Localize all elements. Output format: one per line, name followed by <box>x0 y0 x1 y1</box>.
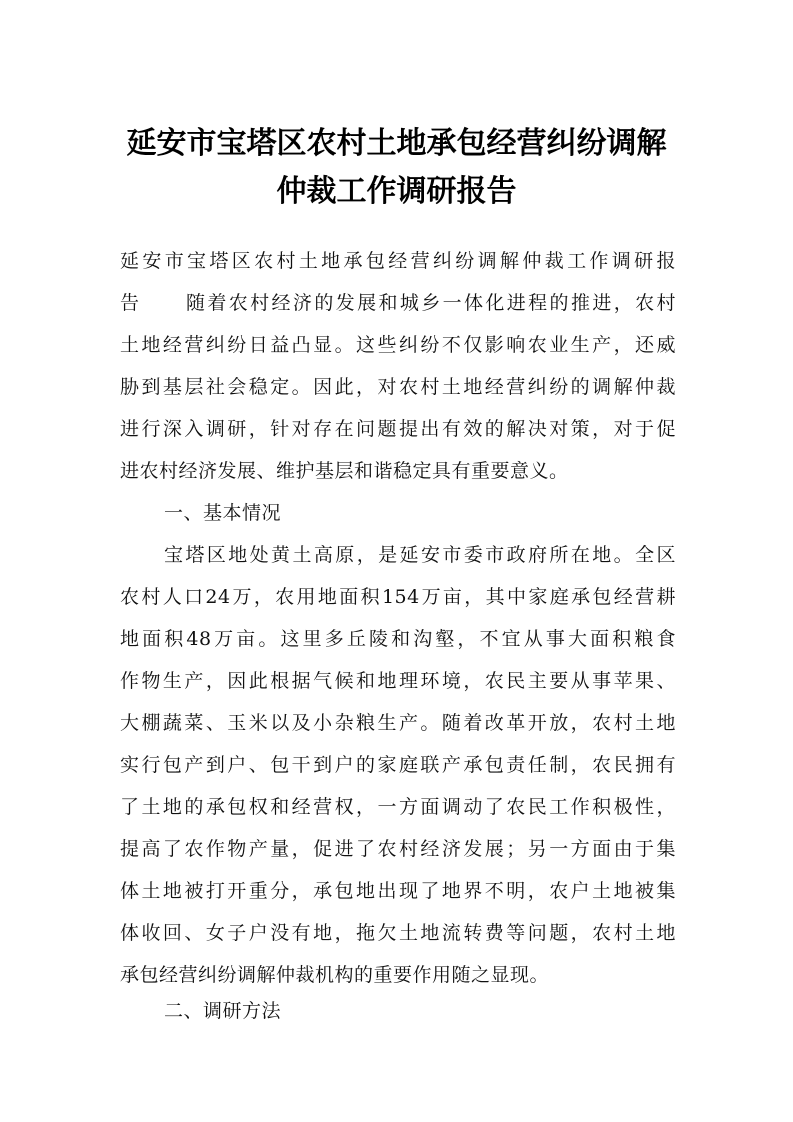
intro-line-3: 土地经营纠纷日益凸显。这些纠纷不仅影响农业生产，还威 <box>120 334 676 356</box>
intro-line-6: 进农村经济发展、维护基层和谐稳定具有重要意义。 <box>120 460 569 482</box>
intro-line-1: 延安市宝塔区农村土地承包经营纠纷调解仲裁工作调研报 <box>120 250 676 272</box>
intro-line-2 <box>120 290 676 316</box>
section-1-line: 实行包产到户、包干到户的家庭联产承包责任制，农民拥有 <box>120 754 676 776</box>
document-title-line-1: 延安市宝塔区农村土地承包经营纠纷调解 <box>126 126 667 161</box>
intro-line-2-rest: 随着农村经济的发展和城乡一体化进程的推进，农村 <box>186 292 676 314</box>
document-title-line-2: 仲裁工作调研报告 <box>276 174 517 209</box>
section-1-line: 体收回、女子户没有地，拖欠土地流转费等问题，农村土地 <box>120 922 676 944</box>
section-1-line: 了土地的承包权和经营权，一方面调动了农民工作积极性， <box>120 796 676 818</box>
section-1-line: 提高了农作物产量，促进了农村经济发展；另一方面由于集 <box>120 838 676 860</box>
section-1-line: 宝塔区地处黄土高原，是延安市委市政府所在地。全区 <box>164 544 676 566</box>
intro-line-4: 胁到基层社会稳定。因此，对农村土地经营纠纷的调解仲裁 <box>120 376 676 398</box>
intro-line-2-lead: 告 <box>120 292 140 314</box>
section-1-line: 地面积48万亩。这里多丘陵和沟壑，不宜从事大面积粮食 <box>120 628 676 650</box>
section-1-line: 农村人口24万，农用地面积154万亩，其中家庭承包经营耕 <box>120 586 676 608</box>
section-1-line: 承包经营纠纷调解仲裁机构的重要作用随之显现。 <box>120 964 550 986</box>
section-1-line: 大棚蔬菜、玉米以及小杂粮生产。随着改革开放，农村土地 <box>120 712 676 734</box>
section-1-line: 体土地被打开重分，承包地出现了地界不明，农户土地被集 <box>120 880 676 902</box>
section-1-heading: 一、基本情况 <box>164 502 282 524</box>
intro-line-5: 进行深入调研，针对存在问题提出有效的解决对策，对于促 <box>120 418 676 440</box>
section-1-line: 作物生产，因此根据气候和地理环境，农民主要从事苹果、 <box>120 670 676 692</box>
section-2-heading: 二、调研方法 <box>164 1000 282 1022</box>
